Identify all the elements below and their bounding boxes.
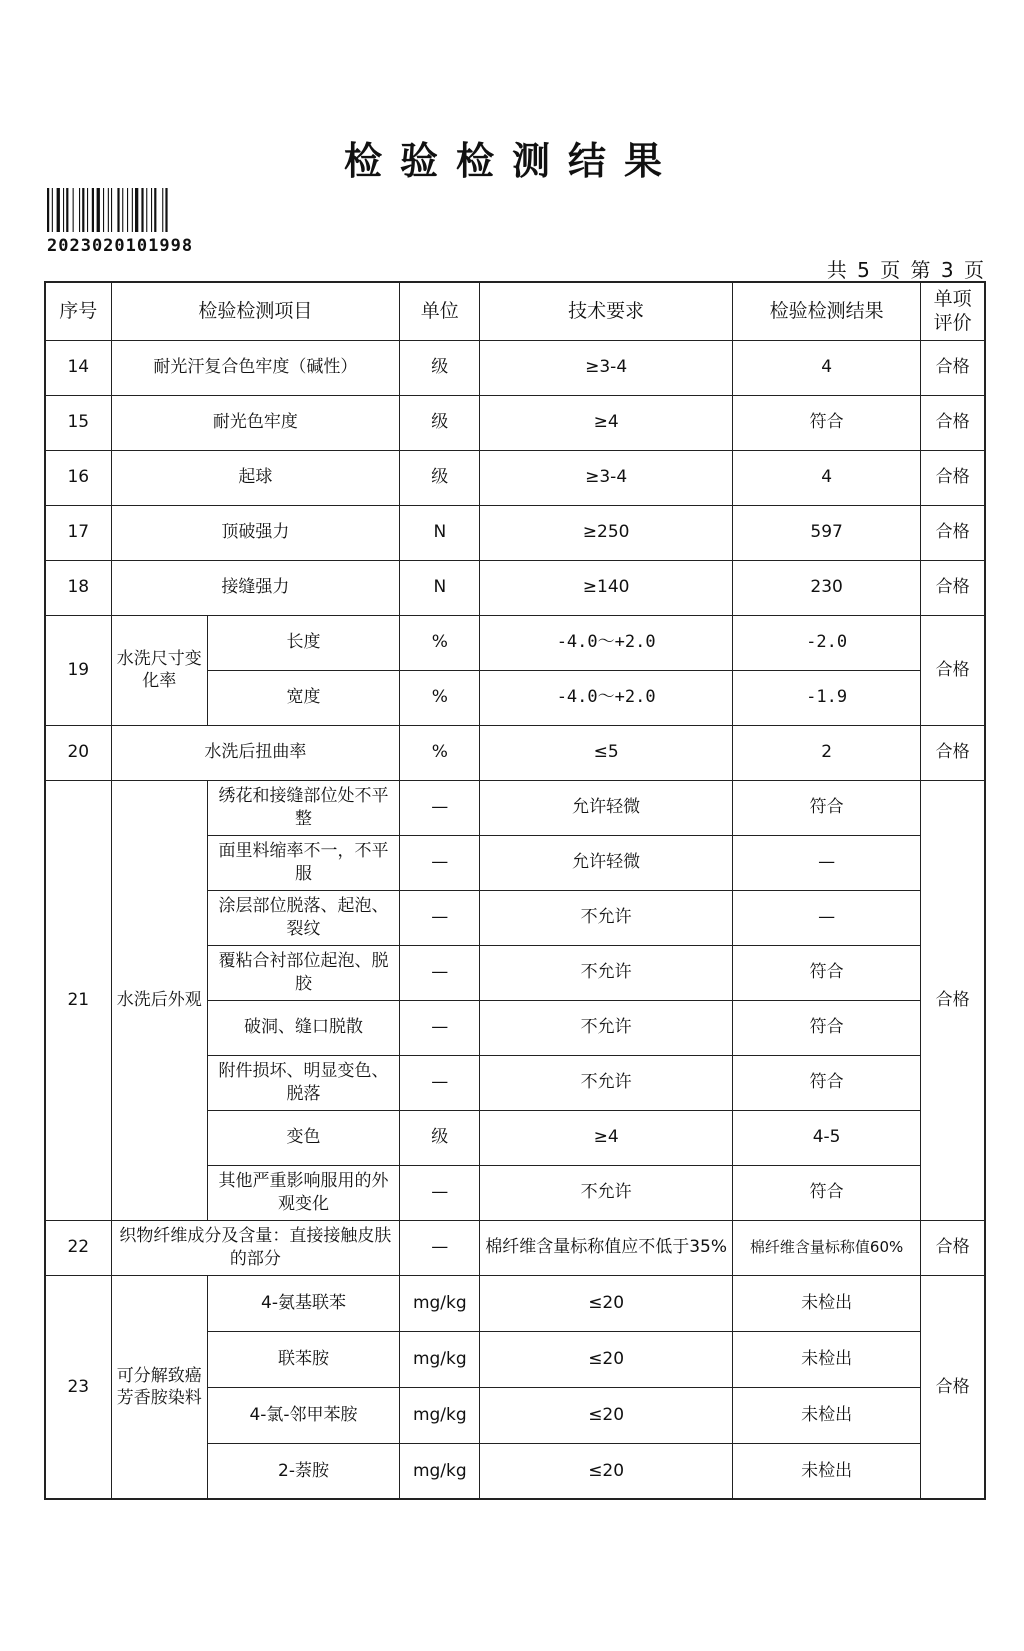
row-unit: — <box>400 890 480 945</box>
sub-item: 破洞、缝口脱散 <box>207 1000 399 1055</box>
row-no: 18 <box>45 560 111 615</box>
row-req: 允许轻微 <box>480 780 733 835</box>
row-eval: 合格 <box>921 1275 985 1499</box>
row-unit: 级 <box>400 1110 480 1165</box>
page-title: 检验检测结果 <box>343 139 680 183</box>
row-result: 符合 <box>732 1055 920 1110</box>
page-info: 共 5 页 第 3 页 <box>826 258 984 282</box>
sub-item: 长度 <box>207 615 399 670</box>
row-result: 未检出 <box>732 1387 920 1443</box>
sub-item: 联苯胺 <box>207 1331 399 1387</box>
sub-item: 绣花和接缝部位处不平整 <box>207 780 399 835</box>
row-req: ≥250 <box>480 505 733 560</box>
row-result: 4 <box>732 340 920 395</box>
table-row <box>45 505 985 560</box>
sub-item: 覆粘合衬部位起泡、脱胶 <box>207 945 399 1000</box>
row-req: ≤5 <box>480 725 733 780</box>
row-unit: N <box>400 560 480 615</box>
row-unit: — <box>400 1000 480 1055</box>
row-req: ≤20 <box>480 1331 733 1387</box>
table-row <box>45 780 985 835</box>
row-eval: 合格 <box>921 395 985 450</box>
header-req: 技术要求 <box>480 282 733 340</box>
row-item: 耐光汗复合色牢度（碱性） <box>111 340 400 395</box>
row-result: -2.0 <box>732 615 920 670</box>
row-result: 597 <box>732 505 920 560</box>
row-no: 21 <box>45 780 111 1220</box>
row-req: 不允许 <box>480 890 733 945</box>
table-row <box>45 615 985 670</box>
sub-item: 面里料缩率不一，不平服 <box>207 835 399 890</box>
sub-item: 宽度 <box>207 670 399 725</box>
row-no: 17 <box>45 505 111 560</box>
table-row <box>45 560 985 615</box>
row-result: 符合 <box>732 1000 920 1055</box>
row-result: 符合 <box>732 945 920 1000</box>
row-unit: mg/kg <box>400 1275 480 1331</box>
row-result: — <box>732 890 920 945</box>
row-result: 2 <box>732 725 920 780</box>
row-result: 未检出 <box>732 1275 920 1331</box>
sub-item: 涂层部位脱落、起泡、裂纹 <box>207 890 399 945</box>
row-result: 4 <box>732 450 920 505</box>
row-item: 可分解致癌芳香胺染料 <box>111 1275 207 1499</box>
sub-item: 4-氨基联苯 <box>207 1275 399 1331</box>
row-req: 不允许 <box>480 1000 733 1055</box>
row-req: ≥3-4 <box>480 340 733 395</box>
row-result: 符合 <box>732 395 920 450</box>
row-req: -4.0～+2.0 <box>480 615 733 670</box>
row-no: 19 <box>45 615 111 725</box>
row-req: 棉纤维含量标称值应不低于35% <box>480 1220 733 1275</box>
header-item: 检验检测项目 <box>111 282 400 340</box>
row-unit: — <box>400 1055 480 1110</box>
table-row <box>45 395 985 450</box>
table-row <box>45 1220 985 1275</box>
row-req: 不允许 <box>480 1055 733 1110</box>
row-req: ≥3-4 <box>480 450 733 505</box>
barcode-image <box>47 188 217 232</box>
row-req: ≤20 <box>480 1443 733 1499</box>
row-result: 未检出 <box>732 1331 920 1387</box>
row-req: 不允许 <box>480 945 733 1000</box>
row-no: 20 <box>45 725 111 780</box>
row-result: 棉纤维含量标称值60% <box>732 1220 920 1275</box>
row-unit: — <box>400 835 480 890</box>
row-result: 230 <box>732 560 920 615</box>
row-unit: 级 <box>400 395 480 450</box>
row-unit: mg/kg <box>400 1331 480 1387</box>
row-item: 顶破强力 <box>111 505 400 560</box>
sub-item: 附件损坏、明显变色、脱落 <box>207 1055 399 1110</box>
row-unit: % <box>400 725 480 780</box>
row-req: ≤20 <box>480 1275 733 1331</box>
row-req: ≥4 <box>480 395 733 450</box>
row-result: 符合 <box>732 1165 920 1220</box>
row-result: -1.9 <box>732 670 920 725</box>
row-unit: — <box>400 945 480 1000</box>
row-req: ≤20 <box>480 1387 733 1443</box>
header-unit: 单位 <box>400 282 480 340</box>
row-unit: N <box>400 505 480 560</box>
row-no: 22 <box>45 1220 111 1275</box>
sub-item: 2-萘胺 <box>207 1443 399 1499</box>
row-item: 起球 <box>111 450 400 505</box>
row-eval: 合格 <box>921 615 985 725</box>
row-result: 4-5 <box>732 1110 920 1165</box>
row-no: 16 <box>45 450 111 505</box>
row-result: — <box>732 835 920 890</box>
row-item: 耐光色牢度 <box>111 395 400 450</box>
header-no: 序号 <box>45 282 111 340</box>
barcode-number: 2023020101998 <box>47 236 194 256</box>
row-unit: % <box>400 615 480 670</box>
table-header-row <box>45 282 985 340</box>
row-req: 不允许 <box>480 1165 733 1220</box>
results-table <box>44 281 986 1500</box>
row-unit: — <box>400 1165 480 1220</box>
row-eval: 合格 <box>921 780 985 1220</box>
table-row <box>45 450 985 505</box>
row-item: 水洗后外观 <box>111 780 207 1220</box>
row-unit: 级 <box>400 450 480 505</box>
row-eval: 合格 <box>921 450 985 505</box>
table-row <box>45 340 985 395</box>
row-result: 符合 <box>732 780 920 835</box>
row-no: 14 <box>45 340 111 395</box>
row-eval: 合格 <box>921 340 985 395</box>
row-unit: % <box>400 670 480 725</box>
sub-item: 其他严重影响服用的外观变化 <box>207 1165 399 1220</box>
row-unit: — <box>400 780 480 835</box>
row-req: ≥4 <box>480 1110 733 1165</box>
row-eval: 合格 <box>921 725 985 780</box>
sub-item: 变色 <box>207 1110 399 1165</box>
row-eval: 合格 <box>921 1220 985 1275</box>
row-unit: — <box>400 1220 480 1275</box>
row-item: 水洗尺寸变化率 <box>111 615 207 725</box>
sub-item: 4-氯-邻甲苯胺 <box>207 1387 399 1443</box>
table-row <box>45 1275 985 1331</box>
row-result: 未检出 <box>732 1443 920 1499</box>
row-eval: 合格 <box>921 560 985 615</box>
row-unit: mg/kg <box>400 1443 480 1499</box>
row-req: 允许轻微 <box>480 835 733 890</box>
row-item: 接缝强力 <box>111 560 400 615</box>
header-result: 检验检测结果 <box>732 282 920 340</box>
row-no: 23 <box>45 1275 111 1499</box>
row-item: 织物纤维成分及含量：直接接触皮肤的部分 <box>111 1220 400 1275</box>
row-req: -4.0～+2.0 <box>480 670 733 725</box>
row-eval: 合格 <box>921 505 985 560</box>
row-unit: mg/kg <box>400 1387 480 1443</box>
row-no: 15 <box>45 395 111 450</box>
row-unit: 级 <box>400 340 480 395</box>
row-item: 水洗后扭曲率 <box>111 725 400 780</box>
row-req: ≥140 <box>480 560 733 615</box>
table-row <box>45 725 985 780</box>
header-eval: 单项评价 <box>921 282 985 340</box>
